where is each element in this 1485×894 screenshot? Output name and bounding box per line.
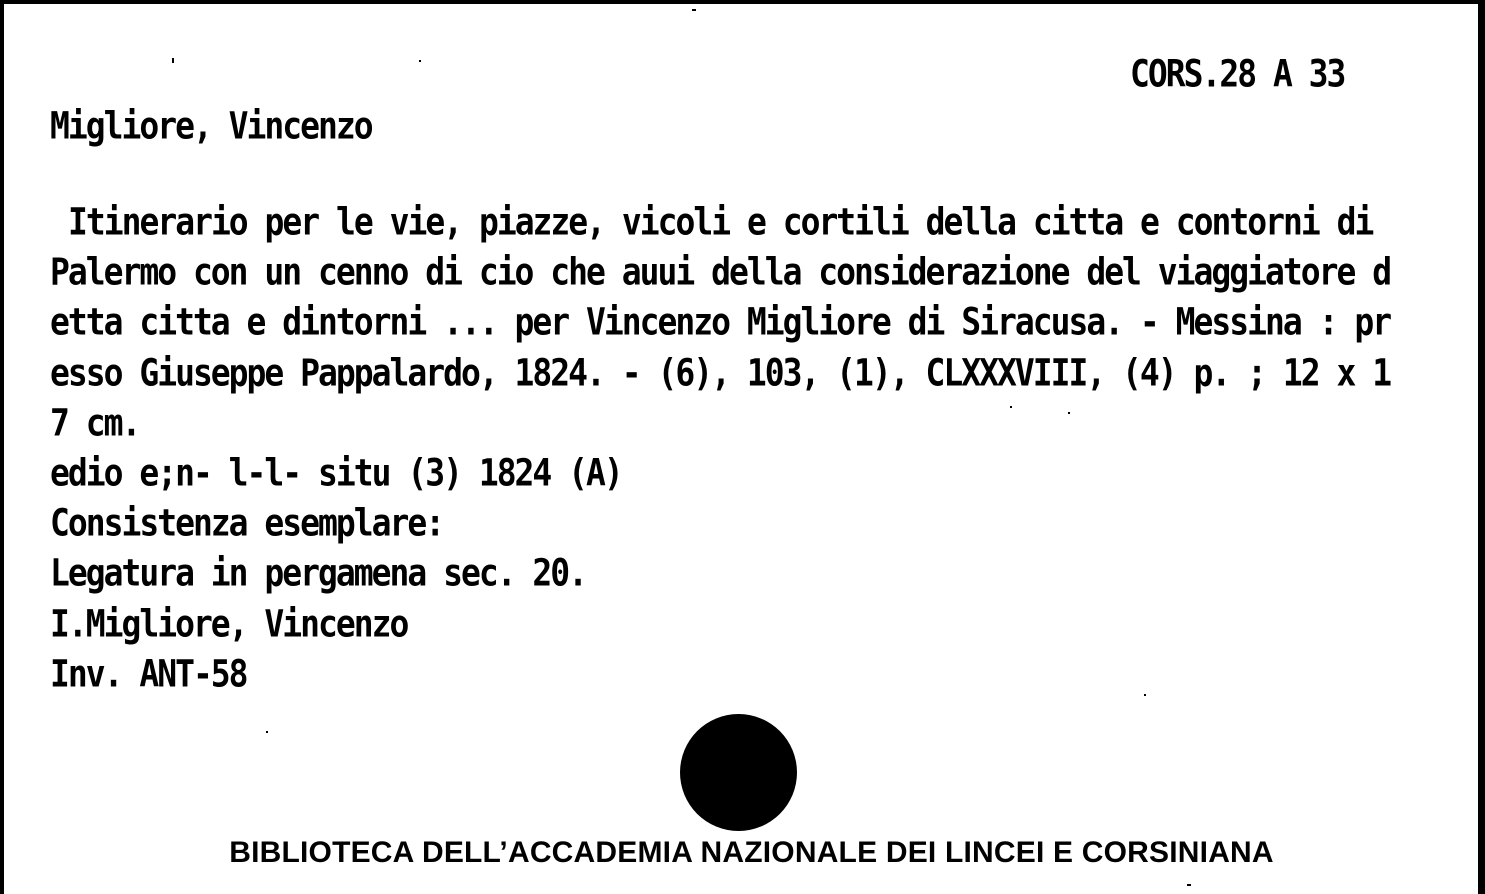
description-line: etta citta e dintorni ... per Vincenzo Migliore di Siracusa. - Messina : pr (50, 300, 1391, 345)
library-footer: BIBLIOTECA DELL’ACCADEMIA NAZIONALE DEI LINCEI E CORSINIANA (229, 836, 1274, 869)
scan-speck (266, 731, 268, 733)
record-description (50, 200, 1390, 702)
description-line: Legatura in pergamena sec. 20. (50, 551, 587, 595)
scan-speck (172, 58, 174, 63)
description-line: edio e;n- l-l- situ (3) 1824 (A) (50, 450, 622, 495)
punch-hole (680, 714, 797, 831)
scan-speck (1187, 884, 1191, 886)
description-line: Inv. ANT-58 (50, 651, 247, 696)
description-line: esso Giuseppe Pappalardo, 1824. - (6), 103, (1), CLXXXVIII, (4) p. ; 12 x 1 (50, 350, 1391, 395)
description-line: 7 cm. (50, 400, 140, 445)
scan-speck (419, 60, 421, 62)
shelfmark: CORS.28 A 33 (1130, 52, 1345, 96)
description-line: Palermo con un cenno di cio che auui della considerazione del viaggiatore d (50, 250, 1391, 294)
scan-speck (1068, 412, 1070, 414)
scan-speck (692, 9, 696, 11)
description-line: Itinerario per le vie, piazze, vicoli e cortili della citta e contorni di (68, 200, 1373, 244)
description-line: Consistenza esemplare: (50, 501, 444, 545)
scan-speck (1144, 694, 1146, 696)
scan-speck (1010, 406, 1012, 408)
author-heading: Migliore, Vincenzo (50, 104, 372, 148)
description-line: I.Migliore, Vincenzo (50, 601, 408, 646)
